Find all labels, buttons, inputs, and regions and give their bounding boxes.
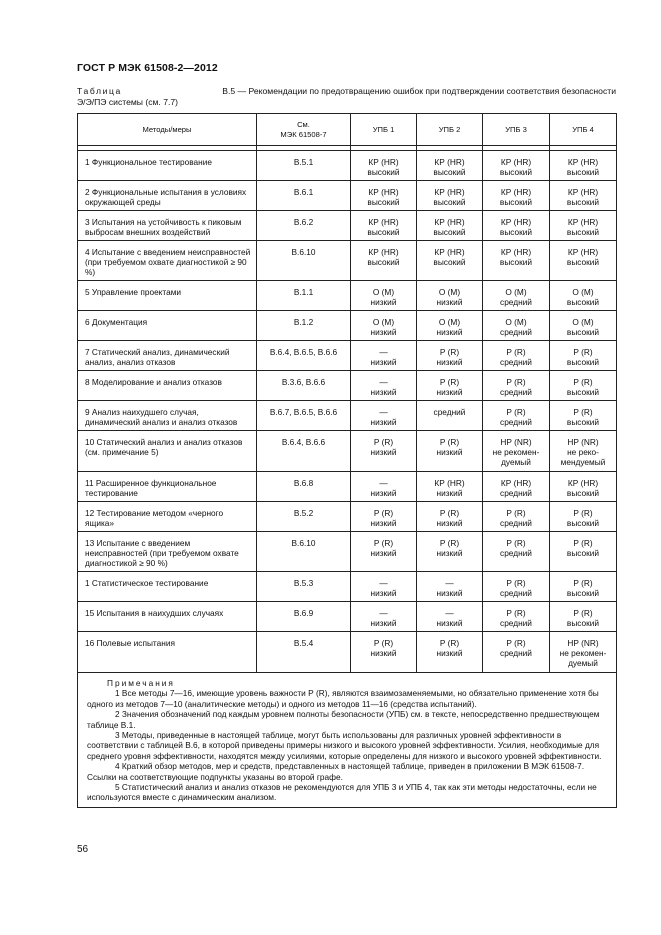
rating-line: — [379, 377, 388, 387]
header-sil-2: УПБ 2 [417, 114, 483, 146]
sil-1-cell [351, 602, 417, 632]
rating-line: КР (HR) [567, 478, 599, 488]
rating-line: высокий [367, 257, 400, 267]
rating-line: КР (HR) [434, 217, 465, 227]
sil-3-cell [483, 341, 550, 371]
method-cell: 8 Моделирование и анализ отказов [78, 371, 257, 401]
reference-cell: B.6.1 [257, 181, 351, 211]
header-sil-3: УПБ 3 [483, 114, 550, 146]
sil-2-cell [417, 181, 483, 211]
note-item: 4 Краткий обзор методов, мер и средств, представленных в настоящей таблице, приведен в приложении B МЭК 61508-7. Ссылки на соответствующие подпункты указаны во второй графе. [87, 761, 585, 782]
rating-line: высокий [566, 227, 600, 237]
sil-3-cell [483, 241, 550, 281]
method-cell: 9 Анализ наихудшего случая, динамический анализ и анализ отказов [78, 401, 257, 431]
header-sil-4: УПБ 4 [550, 114, 617, 146]
rating-line: высокий [367, 167, 400, 177]
sil-1-cell [351, 241, 417, 281]
rating-line: КР (HR) [567, 187, 599, 197]
rating-line: Р (R) [573, 347, 593, 357]
table-row [78, 602, 617, 632]
rating-line: низкий [370, 387, 397, 397]
sil-2-cell [417, 151, 483, 181]
rating-line: средний [500, 488, 532, 498]
sil-3-cell [483, 502, 550, 532]
rating-line: не реко- [567, 447, 599, 457]
rating-line: высокий [566, 257, 600, 267]
method-cell: 16 Полевые испытания [78, 632, 257, 673]
table-body [78, 146, 617, 673]
rating-line: высокий [566, 618, 600, 628]
rating-line: средний [500, 518, 532, 528]
table-row [78, 401, 617, 431]
sil-1-cell [351, 181, 417, 211]
reference-cell: B.6.2 [257, 211, 351, 241]
sil-3-cell [483, 311, 550, 341]
rating-line: низкий [370, 648, 397, 658]
rating-line: НР (NR) [567, 437, 599, 447]
rating-line: О (М) [572, 317, 594, 327]
sil-3-cell [483, 602, 550, 632]
rating-line: Р (R) [439, 508, 460, 518]
rating-line: низкий [436, 618, 463, 628]
sil-2-cell [417, 572, 483, 602]
rating-line: высокий [566, 387, 600, 397]
sil-4-cell [550, 281, 617, 311]
rating-line: высокий [367, 197, 400, 207]
rating-line: — [379, 578, 388, 588]
rating-line: высокий [566, 588, 600, 598]
sil-3-cell [483, 532, 550, 572]
sil-1-cell [351, 632, 417, 673]
rating-line: низкий [436, 548, 463, 558]
rating-line: КР (HR) [567, 247, 599, 257]
reference-cell: B.5.4 [257, 632, 351, 673]
rating-line: Р (R) [506, 407, 526, 417]
rating-line: Р (R) [439, 638, 460, 648]
method-cell: 1 Функциональное тестирование [78, 151, 257, 181]
rating-line: средний [500, 297, 532, 307]
rating-line: высокий [566, 167, 600, 177]
rating-line: КР (HR) [368, 157, 399, 167]
header-reference [257, 114, 351, 146]
sil-1-cell [351, 151, 417, 181]
sil-4-cell [550, 532, 617, 572]
rating-line: Р (R) [439, 538, 460, 548]
sil-2-cell [417, 341, 483, 371]
rating-line: КР (HR) [500, 157, 532, 167]
table-row [78, 311, 617, 341]
rating-line: — [379, 478, 388, 488]
rating-line: Р (R) [573, 608, 593, 618]
recommendations-table-wrapper [77, 113, 616, 808]
method-cell: 15 Испытания в наихудших случаях [78, 602, 257, 632]
sil-3-cell [483, 281, 550, 311]
sil-2-cell [417, 311, 483, 341]
reference-cell: B.1.1 [257, 281, 351, 311]
sil-4-cell [550, 311, 617, 341]
rating-line: высокий [499, 167, 533, 177]
table-row [78, 181, 617, 211]
table-row [78, 371, 617, 401]
sil-2-cell [417, 401, 483, 431]
rating-line: средний [500, 357, 532, 367]
sil-1-cell [351, 341, 417, 371]
rating-line: КР (HR) [434, 187, 465, 197]
rating-line: низкий [370, 327, 397, 337]
rating-line: дуемый [568, 658, 598, 668]
rating-line: НР (NR) [567, 638, 599, 648]
rating-line: О (М) [372, 287, 395, 297]
rating-line: Р (R) [439, 377, 460, 387]
rating-line: высокий [566, 417, 600, 427]
rating-line: КР (HR) [368, 217, 399, 227]
rating-line: высокий [433, 167, 466, 177]
rating-line: — [445, 608, 454, 618]
rating-line: средний [500, 548, 532, 558]
method-cell: 1 Статистическое тестирование [78, 572, 257, 602]
rating-line: О (М) [438, 287, 461, 297]
rating-line: Р (R) [573, 377, 593, 387]
table-row [78, 341, 617, 371]
rating-line: НР (NR) [500, 437, 532, 447]
rating-line: Р (R) [573, 578, 593, 588]
method-cell: 13 Испытание с введением неисправностей (при требуемом охвате диагностикой ≥ 90 %) [78, 532, 257, 572]
table-row [78, 472, 617, 502]
sil-4-cell [550, 401, 617, 431]
sil-1-cell [351, 472, 417, 502]
rating-line: КР (HR) [567, 217, 599, 227]
table-row [78, 211, 617, 241]
rating-line: КР (HR) [434, 157, 465, 167]
rating-line: низкий [436, 518, 463, 528]
rating-line: низкий [436, 488, 463, 498]
note-item: 2 Значения обозначений под каждым уровнем полноты безопасности (УПБ) см. в тексте, непосредственно предшествующем таблице B.1. [87, 709, 600, 730]
sil-2-cell [417, 472, 483, 502]
sil-2-cell [417, 632, 483, 673]
method-cell: 6 Документация [78, 311, 257, 341]
rating-line: КР (HR) [368, 187, 399, 197]
method-cell: 10 Статический анализ и анализ отказов (см. примечание 5) [78, 431, 257, 472]
rating-line: О (М) [505, 317, 527, 327]
reference-cell: B.6.9 [257, 602, 351, 632]
table-row [78, 632, 617, 673]
recommendations-table [77, 113, 617, 808]
reference-cell: B.1.2 [257, 311, 351, 341]
reference-cell: B.6.10 [257, 241, 351, 281]
sil-2-cell [417, 431, 483, 472]
rating-line: О (М) [438, 317, 461, 327]
sil-1-cell [351, 211, 417, 241]
sil-4-cell [550, 241, 617, 281]
rating-line: Р (R) [373, 437, 394, 447]
table-caption [77, 86, 616, 108]
rating-line: КР (HR) [500, 187, 532, 197]
rating-line: высокий [433, 227, 466, 237]
header-methods: Методы/меры [78, 114, 257, 146]
sil-4-cell [550, 632, 617, 673]
rating-line: низкий [370, 548, 397, 558]
rating-line: высокий [566, 197, 600, 207]
sil-3-cell [483, 211, 550, 241]
sil-4-cell [550, 371, 617, 401]
sil-2-cell [417, 281, 483, 311]
sil-2-cell [417, 211, 483, 241]
rating-line: низкий [436, 327, 463, 337]
rating-line: низкий [436, 648, 463, 658]
reference-cell: B.6.10 [257, 532, 351, 572]
sil-2-cell [417, 502, 483, 532]
sil-2-cell [417, 371, 483, 401]
rating-line: низкий [370, 518, 397, 528]
rating-line: О (М) [372, 317, 395, 327]
rating-line: КР (HR) [368, 247, 399, 257]
sil-4-cell [550, 181, 617, 211]
table-row [78, 572, 617, 602]
sil-4-cell [550, 341, 617, 371]
rating-line: высокий [566, 357, 600, 367]
rating-line: мендуемый [560, 457, 606, 467]
notes-row [78, 673, 617, 808]
sil-1-cell [351, 371, 417, 401]
rating-line: высокий [566, 297, 600, 307]
sil-1-cell [351, 572, 417, 602]
header-reference-line-1: См. [297, 119, 310, 129]
rating-line: КР (HR) [434, 478, 465, 488]
rating-line: КР (HR) [434, 247, 465, 257]
method-cell: 4 Испытание с введением неисправностей (при требуемом охвате диагностикой ≥ 90 %) [78, 241, 257, 281]
note-item: 5 Статистический анализ и анализ отказов не рекомендуются для УПБ 3 и УПБ 4, так как эти методы недостаточны, если не используются вместе с динамическим анализом. [87, 782, 597, 803]
rating-line: высокий [433, 197, 466, 207]
rating-line: средний [500, 387, 532, 397]
rating-line: высокий [499, 257, 533, 267]
rating-line: низкий [370, 297, 397, 307]
method-cell: 12 Тестирование методом «черного ящика» [78, 502, 257, 532]
method-cell: 3 Испытания на устойчивость к пиковым выбросам внешних воздействий [78, 211, 257, 241]
rating-line: О (М) [572, 287, 594, 297]
rating-line: высокий [566, 548, 600, 558]
rating-line: средний [500, 588, 532, 598]
rating-line: низкий [370, 488, 397, 498]
sil-1-cell [351, 311, 417, 341]
table-header-row [78, 114, 617, 146]
rating-line: средний [500, 648, 532, 658]
sil-4-cell [550, 502, 617, 532]
header-sil-1: УПБ 1 [351, 114, 417, 146]
page-number: 56 [77, 844, 89, 855]
rating-line: КР (HR) [500, 247, 532, 257]
reference-cell: B.5.1 [257, 151, 351, 181]
rating-line: не рекомен- [492, 447, 540, 457]
table-row [78, 241, 617, 281]
rating-line: низкий [370, 357, 397, 367]
method-cell: 7 Статический анализ, динамический анализ, анализ отказов [78, 341, 257, 371]
sil-3-cell [483, 371, 550, 401]
header-reference-line-2: МЭК 61508-7 [280, 129, 327, 139]
notes-title: Примечания [107, 678, 175, 688]
method-cell: 5 Управление проектами [78, 281, 257, 311]
sil-2-cell [417, 241, 483, 281]
rating-line: Р (R) [506, 578, 526, 588]
rating-line: низкий [370, 618, 397, 628]
note-item: 3 Методы, приведенные в настоящей таблице, могут быть использованы для различных уровней эффективности в соответствии с таблицей B.6, в которой приведены примеры низкого и высокого уровней эффективности. Усилия, необходимые для среднего уровня эффективности, находятся между усилиями, которые определены для низкого и высокого уровней эффективности. [87, 730, 602, 761]
rating-line: — [379, 407, 388, 417]
caption-label: Таблица [77, 86, 122, 96]
rating-line: Р (R) [439, 347, 460, 357]
reference-cell: B.5.2 [257, 502, 351, 532]
sil-4-cell [550, 211, 617, 241]
rating-line: высокий [566, 327, 600, 337]
sil-1-cell [351, 502, 417, 532]
table-row [78, 151, 617, 181]
sil-1-cell [351, 431, 417, 472]
reference-cell: B.5.3 [257, 572, 351, 602]
rating-line: КР (HR) [500, 217, 532, 227]
rating-line: Р (R) [506, 608, 526, 618]
rating-line: высокий [499, 227, 533, 237]
sil-4-cell [550, 572, 617, 602]
sil-3-cell [483, 151, 550, 181]
rating-line: Р (R) [373, 638, 394, 648]
rating-line: низкий [436, 588, 463, 598]
caption-line-1: B.5 — Рекомендации по предотвращению ошибок при подтверждении соответствия безопасности [222, 86, 616, 96]
sil-3-cell [483, 181, 550, 211]
rating-line: высокий [566, 488, 600, 498]
table-row [78, 281, 617, 311]
reference-cell: B.3.6, B.6.6 [257, 371, 351, 401]
rating-line: — [379, 347, 388, 357]
rating-line: низкий [436, 387, 463, 397]
rating-line: Р (R) [506, 508, 526, 518]
rating-line: средний [433, 407, 466, 417]
rating-line: средний [500, 417, 532, 427]
sil-4-cell [550, 472, 617, 502]
sil-3-cell [483, 472, 550, 502]
caption-line-2: Э/Э/ПЭ системы (см. 7.7) [77, 97, 179, 107]
sil-4-cell [550, 602, 617, 632]
sil-2-cell [417, 602, 483, 632]
rating-line: низкий [370, 447, 397, 457]
rating-line: низкий [436, 447, 463, 457]
reference-cell: B.6.4, B.6.6 [257, 431, 351, 472]
rating-line: Р (R) [439, 437, 460, 447]
rating-line: средний [500, 327, 532, 337]
rating-line: Р (R) [506, 638, 526, 648]
rating-line: КР (HR) [500, 478, 532, 488]
sil-3-cell [483, 401, 550, 431]
document-header: ГОСТ Р МЭК 61508-2—2012 [77, 62, 218, 74]
sil-1-cell [351, 401, 417, 431]
method-cell: 2 Функциональные испытания в условиях окружающей среды [78, 181, 257, 211]
reference-cell: B.6.7, B.6.5, B.6.6 [257, 401, 351, 431]
reference-cell: B.6.4, B.6.5, B.6.6 [257, 341, 351, 371]
note-item: 1 Все методы 7—16, имеющие уровень важности Р (R), являются взаимозаменяемыми, но обязательно применение хотя бы одного из методов 7—10 (аналитические методы) и одного из методов 11—16 (средства испытаний). [87, 688, 599, 709]
sil-4-cell [550, 431, 617, 472]
sil-1-cell [351, 532, 417, 572]
rating-line: — [379, 608, 388, 618]
rating-line: высокий [433, 257, 466, 267]
rating-line: низкий [436, 357, 463, 367]
rating-line: дуемый [501, 457, 531, 467]
rating-line: Р (R) [506, 377, 526, 387]
rating-line: средний [500, 618, 532, 628]
table-row [78, 431, 617, 472]
rating-line: низкий [436, 297, 463, 307]
rating-line: Р (R) [506, 538, 526, 548]
sil-3-cell [483, 632, 550, 673]
rating-line: Р (R) [373, 538, 394, 548]
rating-line: высокий [566, 518, 600, 528]
reference-cell: B.6.8 [257, 472, 351, 502]
rating-line: КР (HR) [567, 157, 599, 167]
rating-line: Р (R) [573, 538, 593, 548]
rating-line: О (М) [505, 287, 527, 297]
method-cell: 11 Расширенное функциональное тестирование [78, 472, 257, 502]
rating-line: высокий [367, 227, 400, 237]
rating-line: Р (R) [573, 407, 593, 417]
sil-3-cell [483, 431, 550, 472]
table-row [78, 502, 617, 532]
sil-3-cell [483, 572, 550, 602]
rating-line: Р (R) [373, 508, 394, 518]
rating-line: — [445, 578, 454, 588]
rating-line: не рекомен- [559, 648, 607, 658]
sil-4-cell [550, 151, 617, 181]
table-row [78, 532, 617, 572]
sil-1-cell [351, 281, 417, 311]
rating-line: Р (R) [506, 347, 526, 357]
sil-2-cell [417, 532, 483, 572]
rating-line: Р (R) [573, 508, 593, 518]
rating-line: низкий [370, 588, 397, 598]
rating-line: высокий [499, 197, 533, 207]
rating-line: низкий [370, 417, 397, 427]
notes-cell [78, 673, 617, 808]
